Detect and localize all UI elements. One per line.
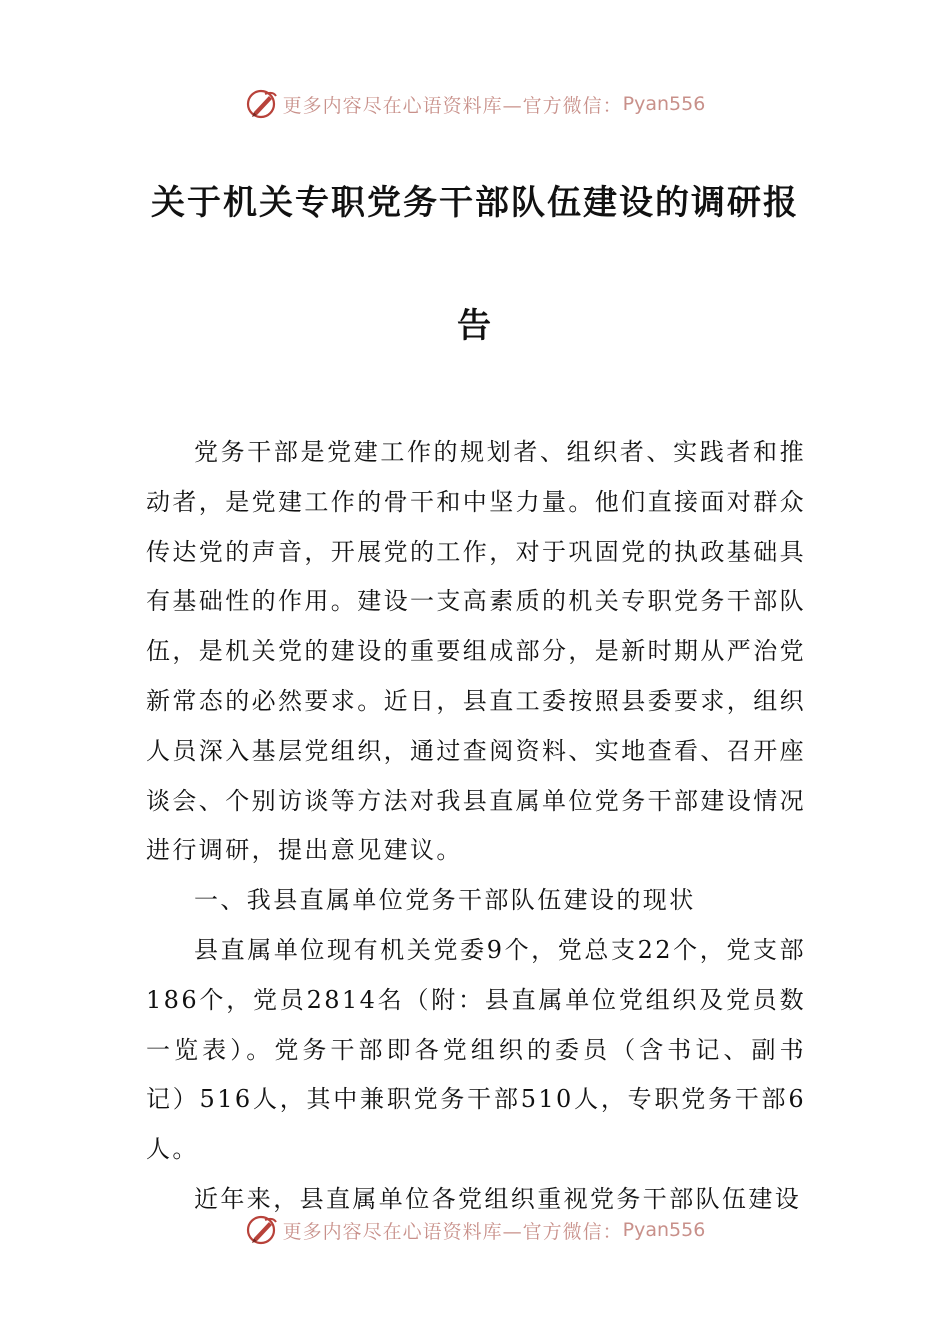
pen-logo-icon	[245, 87, 279, 121]
banner-text: 更多内容尽在心语资料库—官方微信：	[282, 1220, 623, 1243]
banner-wechat-id: Pyan556	[622, 93, 706, 115]
banner-text: 更多内容尽在心语资料库—官方微信：	[282, 94, 623, 117]
paragraph-statistics: 县直属单位现有机关党委9个，党总支22个，党支部186个，党员2814名（附：县直属单位党组织及党员数一览表）。党务干部即各党组织的委员（含书记、副书记）516人，其中兼职党务干部510人，专职党务干部6人。	[146, 935, 806, 1164]
section-heading-1: 一、我县直属单位党务干部队伍建设的现状	[194, 886, 696, 915]
header-watermark-banner	[0, 84, 950, 124]
banner-wechat-id: Pyan556	[622, 1219, 706, 1241]
document-body	[146, 428, 806, 1225]
paragraph-recent-years: 近年来，县直属单位各党组织重视党务干部队伍建设	[194, 1184, 802, 1213]
paragraph-intro: 党务干部是党建工作的规划者、组织者、实践者和推动者，是党建工作的骨干和中坚力量。他们直接面对群众传达党的声音，开展党的工作，对于巩固党的执政基础具有基础性的作用。建设一支高素质的机关专职党务干部队伍，是机关党的建设的重要组成部分，是新时期从严治党新常态的必然要求。近日，县直工委按照县委要求，组织人员深入基层党组织，通过查阅资料、实地查看、召开座谈会、个别访谈等方法对我县直属单位党务干部建设情况进行调研，提出意见建议。	[146, 438, 806, 865]
pen-logo-icon	[245, 1213, 279, 1247]
document-title-line-1: 关于机关专职党务干部队伍建设的调研报	[151, 183, 799, 223]
document-title-line-2: 告	[457, 306, 493, 346]
footer-watermark-banner	[0, 1210, 950, 1250]
